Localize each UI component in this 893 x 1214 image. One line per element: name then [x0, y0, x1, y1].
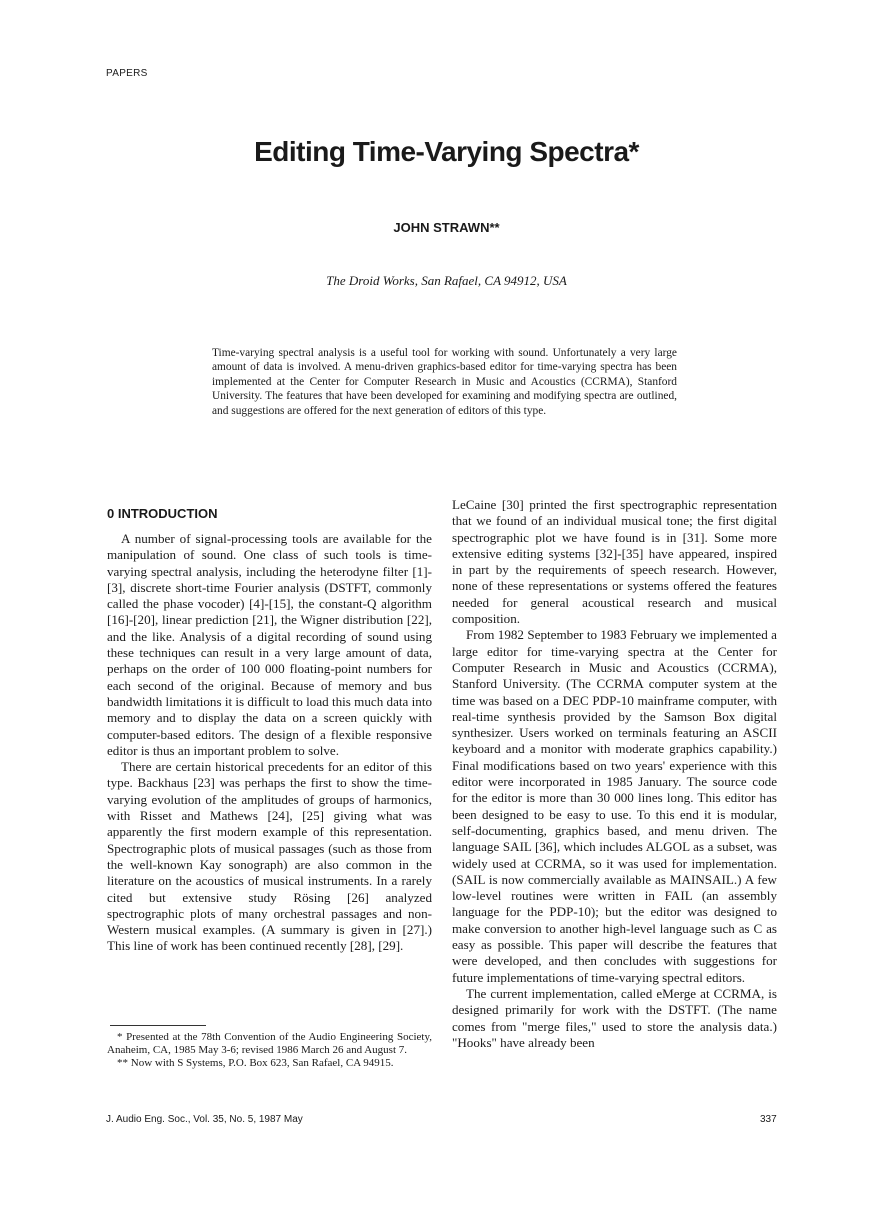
author-affiliation: The Droid Works, San Rafael, CA 94912, USA — [326, 273, 567, 288]
paragraph: There are certain historical precedents for an editor of this type. Backhaus [23] was perhaps the first to show the time-varying evolution of the amplitudes of groups of harmonics, with Risset and Mathews [24], [25] giving what was apparently the first modern example of this representation. Spectrographic plots of musical passages (such as those from the well-known Kay sonograph) are also common in the literature on the acoustics of musical instruments. In a rarely cited but extensive study Rösing [26] analyzed spectrographic plots of many orchestral passages and non-Western musical examples. (A summary is given in [27].) This line of work has been continued recently [28], [29]. — [107, 759, 432, 954]
paragraph: From 1982 September to 1983 February we implemented a large editor for time-varying spectra at the Center for Computer Research in Music and Acoustics (CCRMA), Stanford University. (The CCRMA computer system at the time was based on a DEC PDP-10 mainframe computer, with real-time synthesis provided by the Samson Box digital synthesizer. Users worked on terminals featuring an ASCII keyboard and a monitor with moderate graphics capability.) Final modifications based on two years' experience with this editor were incorporated in 1985 January. The source code for the editor is more than 30 000 lines long. This editor has been designed to be easy to use. To this end it is modular, self-documenting, graphics based, and menu driven. The language SAIL [36], which includes ALGOL as a subset, was widely used at CCRMA, so it was used for implementation. (SAIL is now commercially available as MAINSAIL.) A few low-level routines were written in FAIL (an assembly language for the PDP-10); but the editor was designed to make conversion to another high-level language such as C as easy as possible. This paper will describe the features that were developed, and then concludes with suggestions for future implementations of time-varying spectral editors. — [452, 627, 777, 985]
footnotes — [107, 1031, 432, 1070]
footnote-divider — [110, 1025, 206, 1026]
footnote: ** Now with S Systems, P.O. Box 623, San Rafael, CA 94915. — [117, 1057, 394, 1069]
right-column — [452, 497, 777, 1051]
journal-citation: J. Audio Eng. Soc., Vol. 35, No. 5, 1987 May — [106, 1114, 303, 1125]
paragraph: A number of signal-processing tools are available for the manipulation of sound. One class of such tools is time-varying spectral analysis, including the heterodyne filter [1]-[3], discrete short-time Fourier analysis (DSTFT, commonly called the phase vocoder) [4]-[15], the constant-Q algorithm [16]-[20], linear prediction [21], the Wigner distribution [22], and the like. Analysis of a digital recording of sound using these techniques can result in a very large amount of data, perhaps on the order of 100 000 floating-point numbers for each second of the original. Because of memory and bus bandwidth limitations it is difficult to load this much data into memory and to display the data on a screen quickly with computer-based editors. The design of a flexible responsive editor is thus an important problem to solve. — [107, 531, 432, 758]
section-heading-introduction: 0 INTRODUCTION — [107, 506, 218, 521]
author-name: JOHN STRAWN** — [393, 220, 500, 235]
footnote: * Presented at the 78th Convention of the Audio Engineering Society, Anaheim, CA, 1985 May 3-6; revised 1986 March 26 and August 7. — [107, 1031, 432, 1056]
abstract: Time-varying spectral analysis is a useful tool for working with sound. Unfortunately a very large amount of data is involved. A menu-driven graphics-based editor for time-varying spectra has been implemented at the Center for Computer Research in Music and Acoustics (CCRMA), Stanford University. The features that have been developed for examining and modifying spectra are outlined, and suggestions are offered for the next generation of editors of this type. — [212, 347, 677, 417]
section-label: PAPERS — [106, 68, 148, 79]
left-column — [107, 531, 432, 955]
paragraph: The current implementation, called eMerge at CCRMA, is designed primarily for work with the DSTFT. (The name comes from "merge files," used to store the analysis data.) "Hooks" have already been — [452, 985, 777, 1050]
paper-title: Editing Time-Varying Spectra* — [254, 136, 639, 167]
page-number: 337 — [760, 1114, 777, 1125]
paragraph: LeCaine [30] printed the first spectrographic representation that we found of an individual musical tone; the first digital spectrographic plot we have found is in [31]. Some more extensive editing systems [32]-[35] have appeared, inspired in part by the requirements of speech research. However, none of these representations or systems offered the features needed for general acoustical research and musical composition. — [452, 497, 777, 627]
